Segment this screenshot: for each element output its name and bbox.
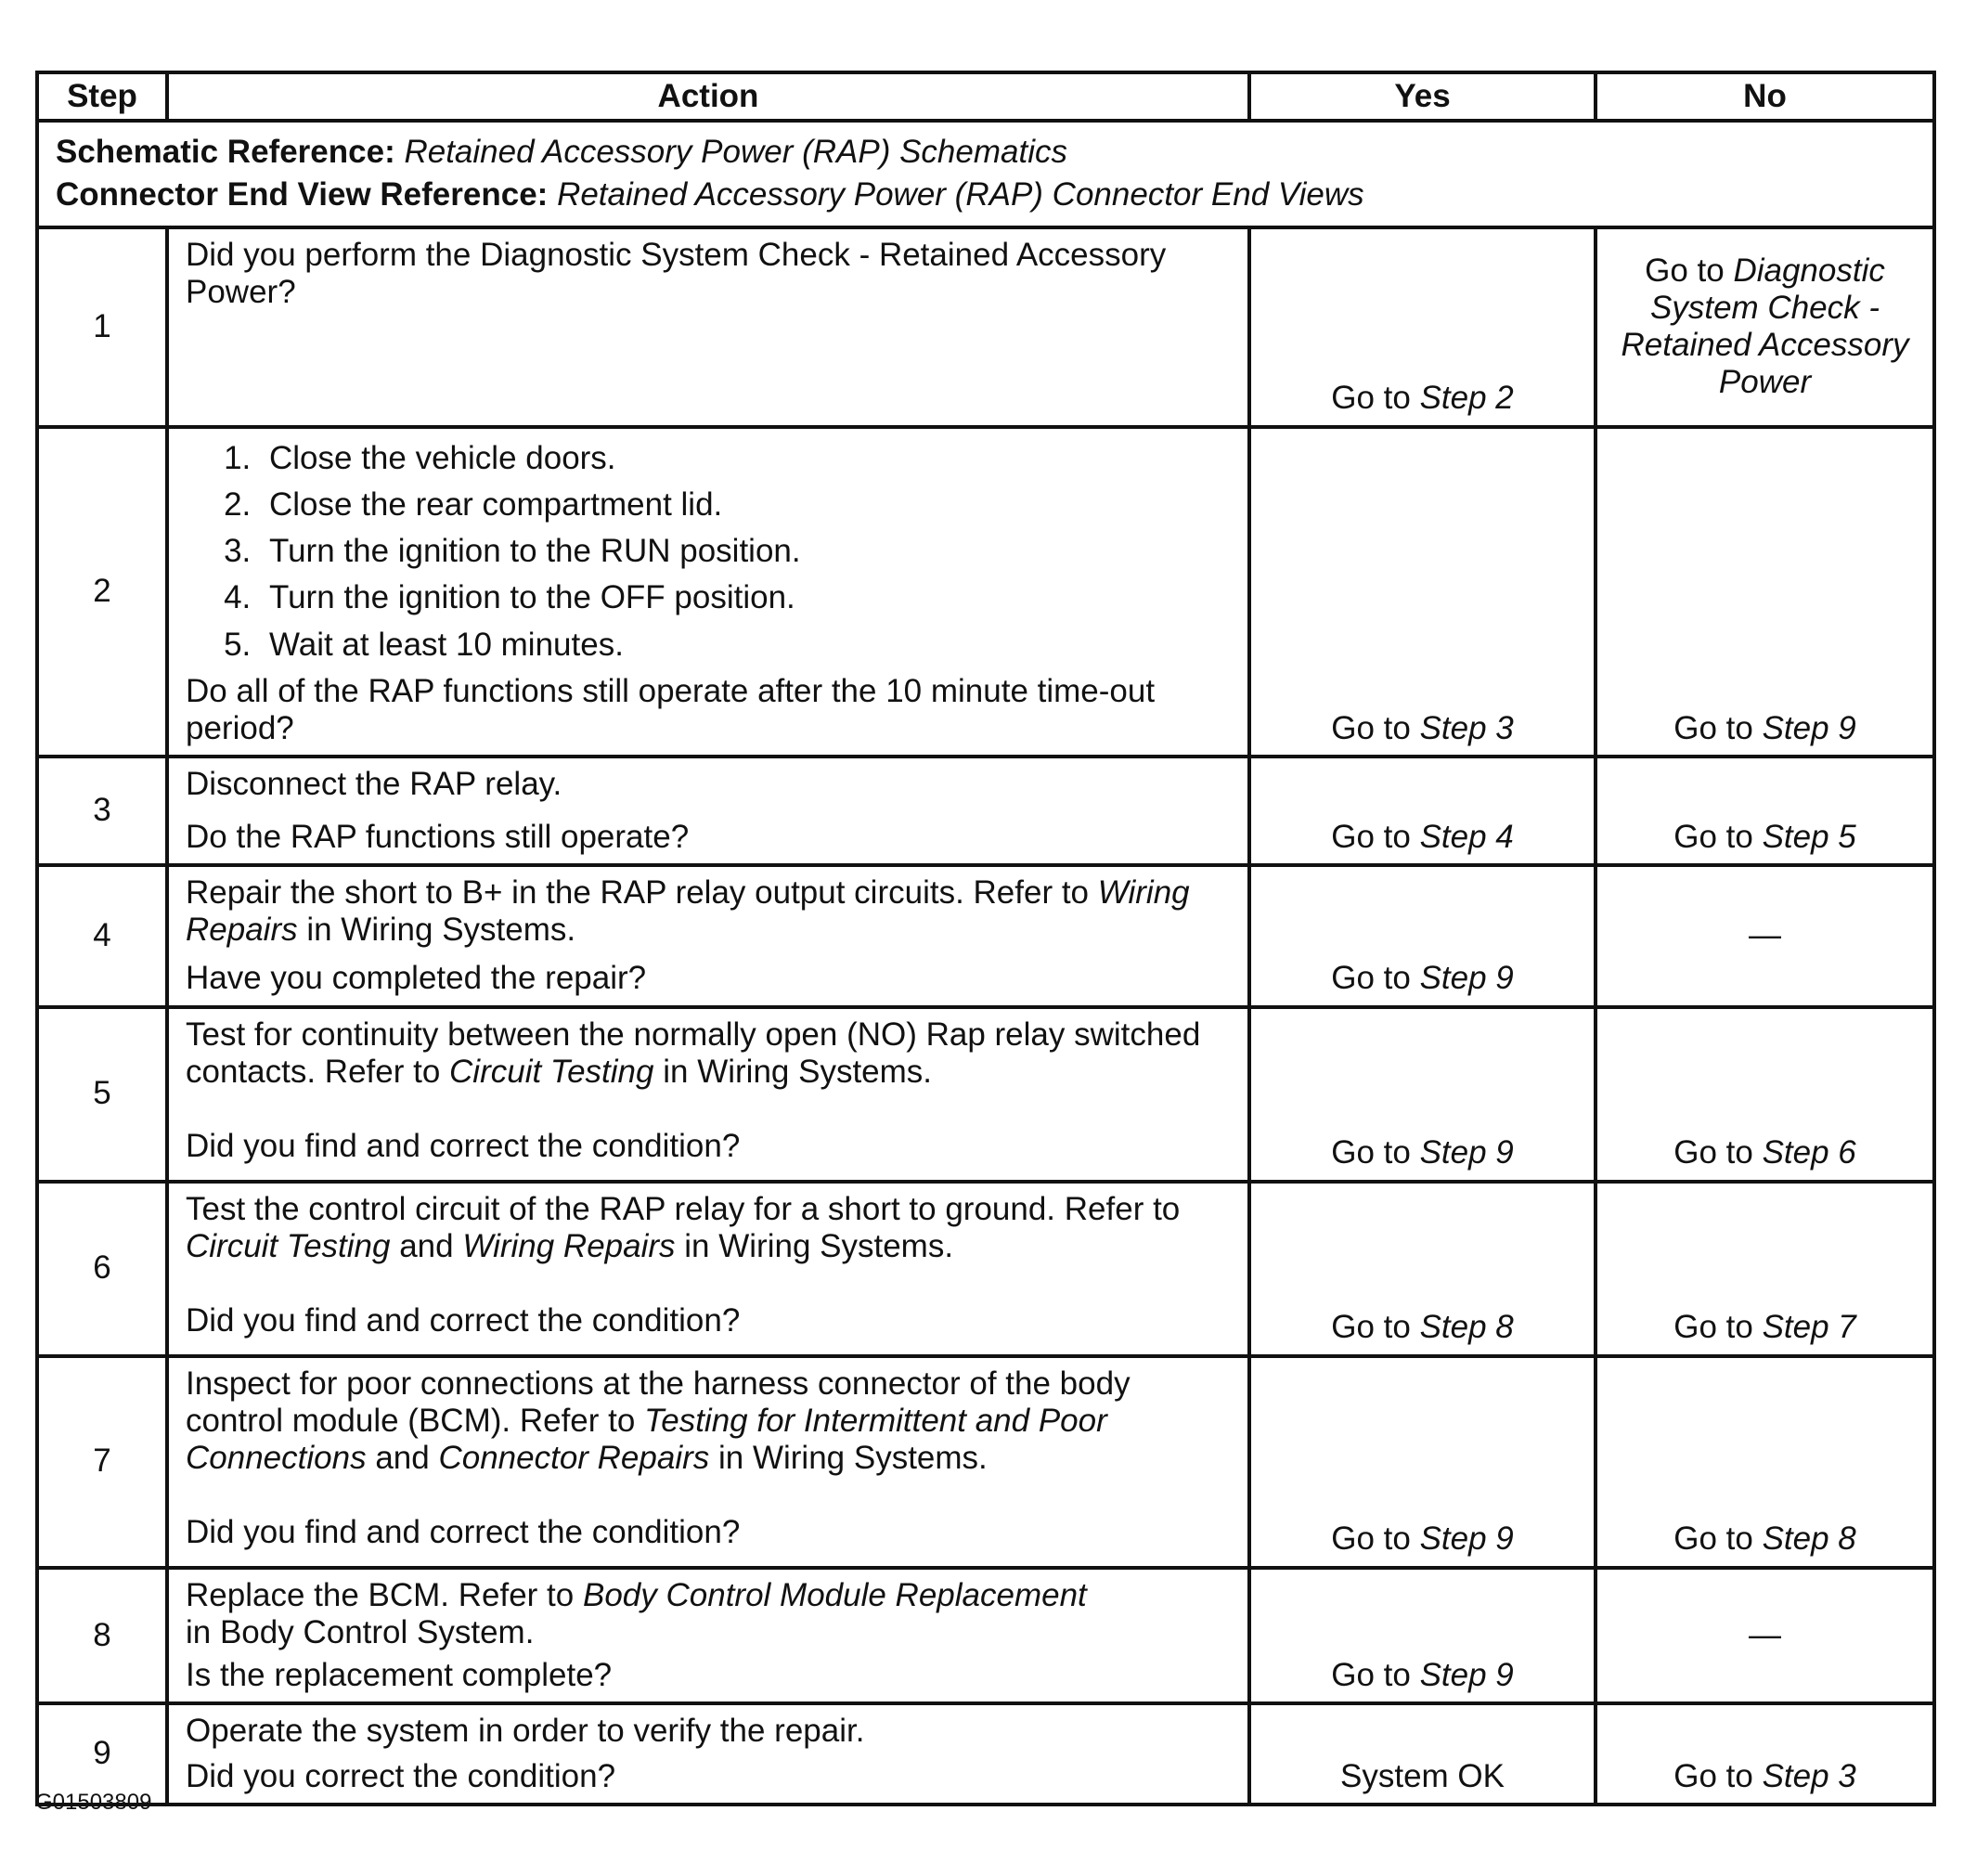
action-cell [167, 865, 1249, 1007]
action-text: Test the control circuit of the RAP relay for a short to ground. Refer to Circuit Testing and Wiring Repairs in Wiring Systems. [186, 1190, 1181, 1264]
action-list [186, 440, 1234, 664]
table-row [37, 1703, 1934, 1805]
header-yes: Yes [1249, 72, 1596, 121]
no-link[interactable]: Step 3 [1762, 1757, 1856, 1794]
yes-cell: Go to Step 9 [1249, 865, 1596, 1007]
header-step: Step [37, 72, 167, 121]
reference-link[interactable]: Circuit Testing [449, 1053, 654, 1090]
no-link[interactable]: Step 6 [1762, 1134, 1856, 1171]
yes-cell: Go to Step 4 [1249, 757, 1596, 865]
reference-row [37, 121, 1934, 227]
reference-link[interactable]: Body Control Module Replacement [582, 1576, 1087, 1613]
action-question: Did you correct the condition? [186, 1757, 616, 1794]
step-number: 2 [37, 427, 167, 757]
table-row [37, 227, 1934, 427]
yes-cell: Go to Step 3 [1249, 427, 1596, 757]
no-cell [1596, 865, 1934, 1007]
yes-cell: Go to Step 8 [1249, 1182, 1596, 1356]
reference-cell [37, 121, 1934, 227]
yes-link[interactable]: Step 3 [1419, 710, 1514, 746]
step-number: 6 [37, 1182, 167, 1356]
no-cell [1596, 1568, 1934, 1704]
action-question: Did you find and correct the condition? [186, 1128, 741, 1164]
no-link[interactable]: Diagnostic System Check - Retained Accessory Power [1621, 252, 1909, 401]
schematic-reference-link[interactable]: Retained Accessory Power (RAP) Schematics [404, 134, 1067, 170]
no-link[interactable]: Step 7 [1762, 1309, 1856, 1346]
no-link[interactable]: Step 5 [1762, 818, 1856, 855]
yes-link[interactable]: Step 9 [1419, 960, 1514, 997]
no-cell: Go to Step 3 [1596, 1703, 1934, 1805]
action-cell [167, 1182, 1249, 1356]
action-cell [167, 1703, 1249, 1805]
table-row [37, 865, 1934, 1007]
step-number: 7 [37, 1356, 167, 1568]
action-question: Do the RAP functions still operate? [186, 818, 690, 855]
action-question: Is the replacement complete? [186, 1657, 613, 1693]
yes-link[interactable]: Step 9 [1419, 1657, 1514, 1693]
yes-cell: Go to Step 9 [1249, 1007, 1596, 1182]
reference-link[interactable]: Wiring Repairs [462, 1227, 676, 1264]
no-result-dash: — [1749, 1616, 1781, 1653]
yes-link[interactable]: Step 4 [1419, 818, 1514, 855]
yes-cell [1249, 1703, 1596, 1805]
header-no: No [1596, 72, 1934, 121]
action-cell [167, 427, 1249, 757]
table-row [37, 757, 1934, 865]
yes-link[interactable]: Step 9 [1419, 1520, 1514, 1558]
action-cell [167, 1356, 1249, 1568]
header-row [37, 72, 1934, 121]
list-item: 2. Close the rear compartment lid. [260, 486, 1234, 524]
action-question: Did you find and correct the condition? [186, 1514, 741, 1551]
no-cell: Go to Step 5 [1596, 757, 1934, 865]
schematic-reference: Schematic Reference: Retained Accessory Power (RAP) Schematics [56, 134, 1067, 170]
diagnostic-table [35, 71, 1936, 1806]
connector-reference-link[interactable]: Retained Accessory Power (RAP) Connector End Views [557, 176, 1364, 213]
no-result-dash: — [1749, 917, 1781, 953]
step-number: 4 [37, 865, 167, 1007]
action-text: Inspect for poor connections at the harness connector of the body control module (BCM). Refer to Testing for Intermittent and Poor Connections and Connector Repairs in Wiring Systems. [186, 1365, 1131, 1476]
list-item: 5. Wait at least 10 minutes. [260, 627, 1234, 664]
step-number: 3 [37, 757, 167, 865]
list-item: 1. Close the vehicle doors. [260, 440, 1234, 477]
yes-result: System OK [1340, 1757, 1505, 1794]
action-question: Do all of the RAP functions still operate after the 10 minute time-out period? [186, 672, 1156, 746]
connector-reference: Connector End View Reference: Retained Accessory Power (RAP) Connector End Views [56, 176, 1364, 213]
no-cell: Go to Step 6 [1596, 1007, 1934, 1182]
table-row [37, 1356, 1934, 1568]
no-cell: Go to Step 9 [1596, 427, 1934, 757]
action-text: Repair the short to B+ in the RAP relay output circuits. Refer to Wiring Repairs in Wiring Systems. [186, 873, 1190, 948]
action-text: Operate the system in order to verify the repair. [186, 1713, 865, 1750]
header-action: Action [167, 72, 1249, 121]
yes-link[interactable]: Step 8 [1419, 1309, 1514, 1346]
action-cell [167, 1007, 1249, 1182]
step-number: 9 [37, 1703, 167, 1805]
action-text: Test for continuity between the normally open (NO) Rap relay switched contacts. Refer to Circuit Testing in Wiring Systems. [186, 1016, 1201, 1090]
list-item: 4. Turn the ignition to the OFF position. [260, 579, 1234, 616]
action-question: Did you find and correct the condition? [186, 1302, 741, 1339]
table-row [37, 1568, 1934, 1704]
action-question: Have you completed the repair? [186, 960, 647, 997]
no-link[interactable]: Step 8 [1762, 1520, 1856, 1558]
step-number: 8 [37, 1568, 167, 1704]
action-cell [167, 757, 1249, 865]
table-row [37, 1007, 1934, 1182]
reference-link[interactable]: Connector Repairs [438, 1440, 710, 1476]
no-cell: Go to Diagnostic System Check - Retained Accessory Power [1596, 227, 1934, 427]
no-link[interactable]: Step 9 [1762, 710, 1856, 746]
action-cell [167, 227, 1249, 427]
no-cell: Go to Step 7 [1596, 1182, 1934, 1356]
no-cell: Go to Step 8 [1596, 1356, 1934, 1568]
figure-id: G01503809 [35, 1790, 152, 1815]
table-row [37, 1182, 1934, 1356]
yes-cell: Go to Step 2 [1249, 227, 1596, 427]
reference-link[interactable]: Testing for Intermittent and Poor Connections [186, 1402, 1107, 1476]
action-text: Replace the BCM. Refer to Body Control Module Replacement in Body Control System. [186, 1576, 1087, 1650]
action-cell [167, 1568, 1249, 1704]
action-text: Did you perform the Diagnostic System Check - Retained Accessory Power? [186, 236, 1167, 310]
step-number: 1 [37, 227, 167, 427]
reference-link[interactable]: Circuit Testing [186, 1227, 391, 1264]
yes-link[interactable]: Step 2 [1419, 380, 1514, 417]
table-row [37, 427, 1934, 757]
yes-cell: Go to Step 9 [1249, 1356, 1596, 1568]
step-number: 5 [37, 1007, 167, 1182]
reference-link[interactable]: Wiring Repairs [186, 873, 1190, 948]
yes-link[interactable]: Step 9 [1419, 1134, 1514, 1171]
action-text: Disconnect the RAP relay. [186, 766, 562, 803]
list-item: 3. Turn the ignition to the RUN position. [260, 533, 1234, 570]
yes-cell: Go to Step 9 [1249, 1568, 1596, 1704]
